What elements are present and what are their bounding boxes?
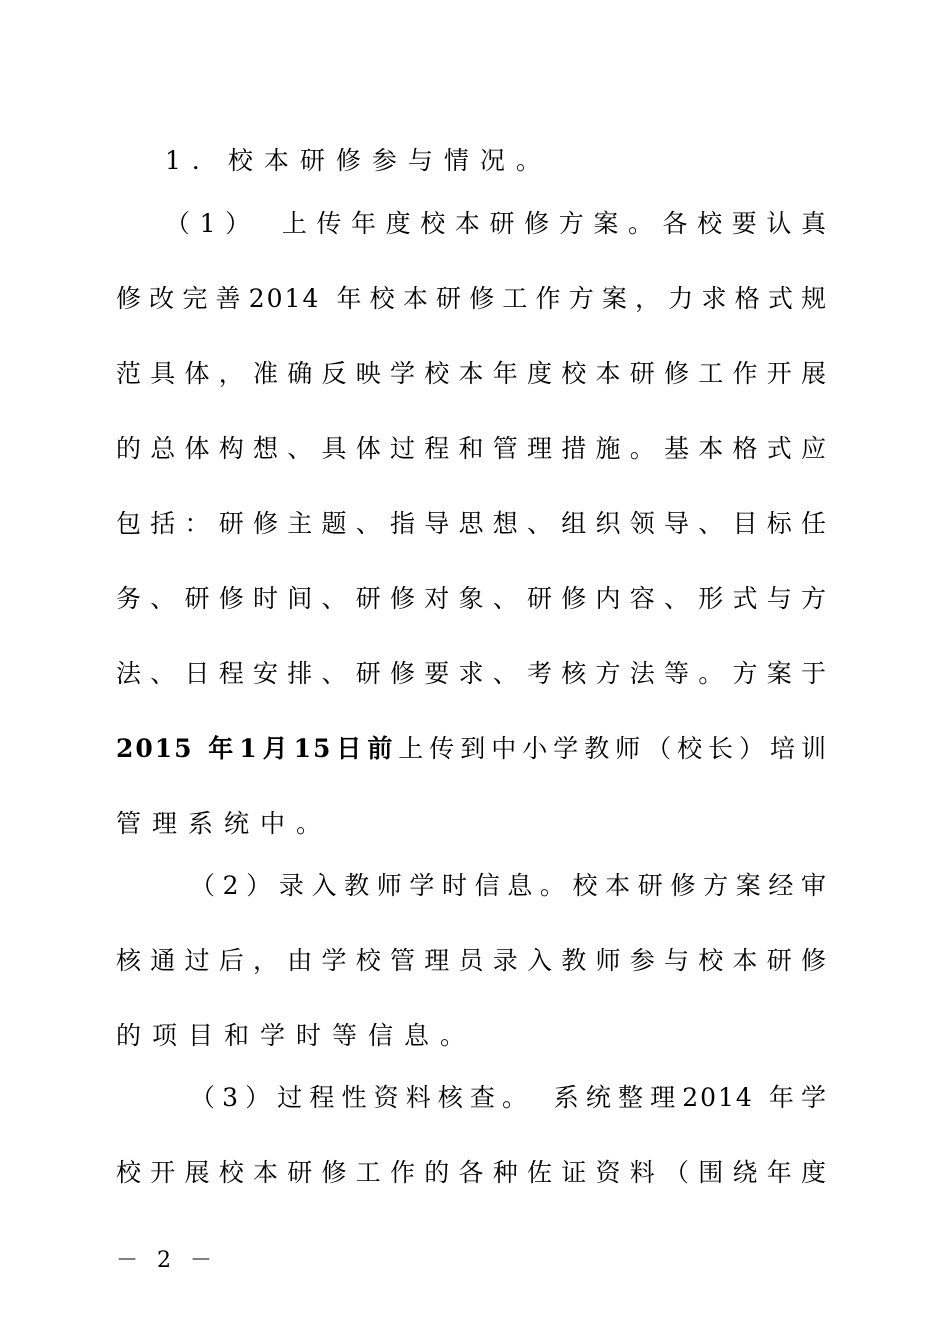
page-number: － 2 － [116,1248,218,1273]
paragraph-line: 校开展校本研修工作的各种佐证资料（围绕年度 [116,1158,828,1187]
paragraph-line: 务、研修时间、研修对象、研修内容、形式与方 [116,584,828,613]
paragraph-line: （1） 上传年度校本研修方案。各校要认真 [165,209,828,238]
paragraph-line: 法、日程安排、研修要求、考核方法等。方案于 [116,659,828,688]
paragraph-line: 包括：研修主题、指导思想、组织领导、目标任 [116,509,828,538]
paragraph-line: 的项目和学时等信息。 [116,1021,477,1050]
paragraph-line-deadline [116,729,828,769]
deadline-text: 上传到中小学教师（校长）培训 [398,734,828,763]
paragraph-line: （2）录入教师学时信息。校本研修方案经审 [190,871,828,900]
paragraph-line: （3）过程性资料核查。 系统整理2014 年学 [190,1083,828,1112]
paragraph-line: 核通过后，由学校管理员录入教师参与校本研修 [116,946,828,975]
deadline-date: 2015 年1月15日前 [116,734,399,763]
paragraph-line: 修改完善2014 年校本研修工作方案，力求格式规 [116,284,828,313]
paragraph-line: 管理系统中。 [116,809,333,838]
paragraph-line: 范具体，准确反映学校本年度校本研修工作开展 [116,359,828,388]
section-heading: 1．校本研修参与情况。 [165,146,552,175]
paragraph-line: 的总体构想、具体过程和管理措施。基本格式应 [116,434,828,463]
